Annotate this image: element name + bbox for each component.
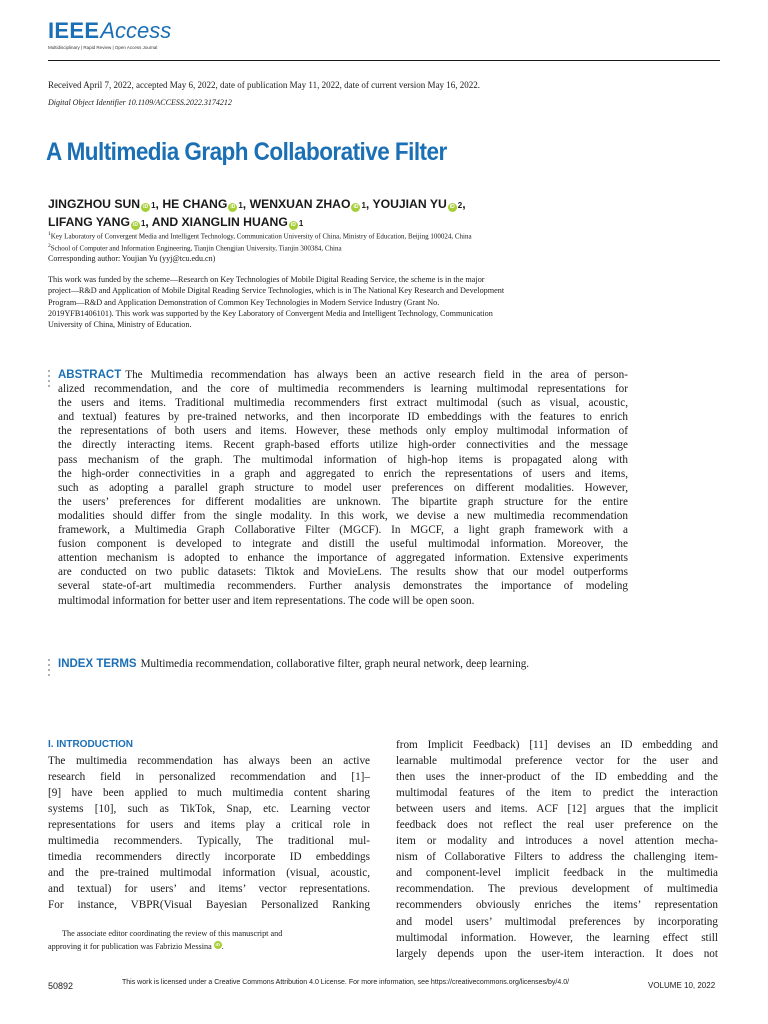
editor-note-line: The associate editor coordinating the review of this manuscript and [62, 929, 283, 938]
abstract-line [58, 368, 628, 382]
funding-line: Program—R&D and Application Demonstration of Common Key Technologies in Modern Service Industry (Grant No. [48, 297, 440, 307]
abstract-line: and textual) features by pre-trained networks, and then incorporate ID embeddings with the features to enrich [58, 411, 628, 424]
journal-logo [48, 18, 171, 44]
funding-line: 2019YFB1406101). This work was supported by the Key Laboratory of Convergent Media and Intelligent Technology, Communication [48, 308, 493, 318]
logo-access: Access [100, 18, 172, 43]
funding-line: project—R&D and Application of Mobile Digital Reading Service Technologies, which is in The National Key Research and Development [48, 286, 505, 296]
text-line: [9] have been applied to much multimedia content sharing [48, 787, 370, 800]
dots-icon [48, 659, 51, 679]
abstract-label: ABSTRACT [58, 369, 122, 381]
text-line: representations for users and items play a critical role in [48, 819, 370, 832]
text-line: recommenders obviously enriches the items’ representation [396, 899, 718, 912]
index-terms-text [58, 657, 738, 671]
orcid-icon[interactable]: iD [230, 204, 236, 210]
editor-note-end: . [221, 941, 224, 951]
text-line: feedback does not reflect the real user preference on the [396, 819, 718, 832]
abstract-text [58, 368, 628, 608]
abstract-line: fusion component is developed to integrate and distill the useful multimodal information. Moreover, the [58, 538, 628, 551]
text-line: timedia recommenders directly incorporate ID embeddings [48, 851, 370, 864]
abstract-line: the high-order connectivities in a graph and aggregated to enrich the representations of users and items, [58, 467, 628, 480]
author-separator: , [155, 197, 163, 211]
page-number: 50892 [48, 981, 74, 991]
affiliation-marker: 1 [361, 201, 366, 210]
text-line: and the pre-trained multimodal information (visual, acoustic, [48, 867, 370, 880]
abstract-line: several state-of-art multimedia recommenders. Further analysis demonstrates the importance of modeling [58, 580, 628, 593]
abstract-line: the representations of both users and items. However, these methods only employ multimodal information of [58, 425, 628, 438]
abstract-line: pass mechanism of the graph. The multimodal information of high-hop items is propagated along with [58, 453, 628, 466]
abstract-line: the directly interacting items. Recent graph-based efforts utilize high-order connectivities and the message [58, 439, 628, 452]
abstract-line-text: The Multimedia recommendation has always been an active research field in the area of person- [125, 369, 628, 381]
text-line: For instance, VBPR(Visual Bayesian Personalized Ranking [48, 899, 370, 912]
right-column [396, 737, 718, 962]
publication-history: Received April 7, 2022, accepted May 6, 2022, date of publication May 11, 2022, date of current version May 16, 2022. [48, 80, 481, 90]
abstract-line: such as adopting a parallel graph structure to model user preferences on different modalities. However, [58, 481, 628, 494]
text-line: then uses the inner-product of the ID embedding and the [396, 771, 718, 784]
author-separator: , [462, 197, 466, 211]
text-line: multimodal features of the item to predict the interaction [396, 787, 718, 800]
abstract-line: alized recommendation, and the core of multimedia recommenders is learning multimodal representations for [58, 383, 628, 396]
affiliation-line [48, 241, 472, 253]
author-name: WENXUAN ZHAO [249, 197, 351, 211]
abstract-line: attention mechanism is adopted to enhance the importance of aggregated information. Extensive experiments [58, 552, 628, 565]
author-separator: , [365, 197, 373, 211]
affiliation-marker: 2 [457, 201, 463, 210]
author-separator: , AND [145, 215, 182, 229]
affiliation-number: 1 [48, 231, 51, 237]
author-name: YOUJIAN YU [372, 197, 447, 211]
text-line: item or modality and introduces a novel attention mecha- [396, 835, 718, 848]
abstract-line: multimodal information for better user and item representations. The code will be open soon. [58, 594, 475, 607]
volume-label: VOLUME 10, 2022 [648, 981, 716, 990]
text-line: and model users’ multimodal preferences by incorporating [396, 915, 718, 928]
abstract-line: the users and items. Traditional multimedia recommenders first extract multimodal (such as visual, acoustic, [58, 397, 628, 410]
author-row [48, 196, 466, 214]
orcid-icon[interactable]: iD [132, 222, 138, 228]
text-line: largely depends upon the user-item interaction. It does not [396, 947, 718, 960]
dots-icon [48, 370, 51, 390]
orcid-icon[interactable]: iD [290, 222, 296, 228]
text-line: multimedia recommenders. Typically, The traditional mul- [48, 835, 370, 848]
journal-tagline: Multidisciplinary | Rapid Review | Open Access Journal [48, 45, 158, 50]
text-line: learnable multimodal preference vector for the user and [396, 755, 718, 768]
affiliation-number: 2 [48, 243, 51, 250]
logo-ieee: IEEE [48, 18, 100, 43]
text-line: recommendation. The previous development of multimedia [396, 883, 718, 896]
editor-note-line [48, 941, 370, 954]
doi: Digital Object Identifier 10.1109/ACCESS.2022.3174212 [48, 98, 232, 107]
affiliations [48, 229, 472, 254]
orcid-icon[interactable]: iD [215, 941, 221, 947]
author-separator: , [242, 197, 250, 211]
orcid-icon[interactable]: iD [143, 204, 149, 210]
text-line: and component-level implicit feedback in the multimedia [396, 867, 718, 880]
abstract-line: the users’ preferences for different modalities are unknown. The bipartite graph structure for the entire [58, 495, 628, 508]
left-column [48, 737, 370, 913]
affiliation-line [48, 229, 472, 241]
text-line: systems [10], such as TikTok, Snap, etc. Learning vector [48, 803, 370, 816]
author-name: LIFANG YANG [48, 215, 130, 229]
abstract-line: framework, a Multimedia Graph Collaborative Filter (MGCF). In MGCF, a light graph framework with a [58, 524, 628, 537]
orcid-icon[interactable]: iD [449, 204, 455, 210]
affiliation-marker: 1 [238, 201, 243, 210]
index-terms-label: INDEX TERMS [58, 658, 137, 670]
author-name: XIANGLIN HUANG [181, 215, 288, 229]
text-line: multimodal information. However, the learning effect still [396, 931, 718, 944]
funding-line: This work was funded by the scheme—Research on Key Technologies of Mobile Digital Reading Service, the scheme is in the major [48, 275, 485, 284]
editor-note-text: approving it for publication was Fabrizio Messina [48, 941, 212, 951]
text-line: from Implicit Feedback) [11] devises an ID embedding and [396, 739, 718, 751]
text-line: and textual) for users’ and items’ vector representations. [48, 883, 370, 896]
intro-right-text [396, 737, 718, 962]
author-name: HE CHANG [162, 197, 228, 211]
paper-title: A Multimedia Graph Collaborative Filter [46, 138, 447, 166]
text-line: research field in personalized recommendation and [1]– [48, 771, 370, 784]
affiliation-marker: 1 [151, 201, 156, 210]
editor-note [48, 928, 370, 953]
abstract-line: modalities should differ from the single modality. In this work, we devise a new multimedia recommendation [58, 509, 628, 522]
text-line: The multimedia recommendation has always been an active [48, 755, 370, 767]
license-text: This work is licensed under a Creative Commons Attribution 4.0 License. For more information, see https://creativecommons.org/licenses/by/4.0/ [122, 979, 570, 986]
text-line: nism of Collaborative Filters to address the challenging item- [396, 851, 718, 864]
abstract-line: are conducted on two public datasets: Tiktok and MovieLens. The results show that our model outperforms [58, 566, 628, 579]
intro-left-text [48, 753, 370, 913]
author-list [48, 196, 466, 232]
affiliation-marker: 1 [140, 219, 146, 228]
orcid-icon[interactable]: iD [353, 204, 359, 210]
header-rule [48, 60, 720, 61]
section-heading: I. INTRODUCTION [48, 739, 133, 750]
affiliation-text: Key Laboratory of Convergent Media and Intelligent Technology, Communication University of China, Ministry of Education, Beijing 100024, China [50, 232, 472, 241]
text-line: between users and items. ACF [12] argues that the implicit [396, 803, 718, 816]
affiliation-text: School of Computer and Information Engineering, Tianjin Chengjian University, Tianjin 300384, China [50, 244, 342, 253]
funding-line: University of China, Ministry of Education. [48, 320, 192, 330]
corresponding-author: Corresponding author: Youjian Yu (yyj@tcu.edu.cn) [48, 254, 216, 263]
author-name: JINGZHOU SUN [48, 197, 141, 211]
affiliation-marker: 1 [298, 219, 304, 228]
index-terms-body: Multimedia recommendation, collaborative filter, graph neural network, deep learning. [140, 658, 530, 670]
funding-statement [48, 274, 720, 330]
